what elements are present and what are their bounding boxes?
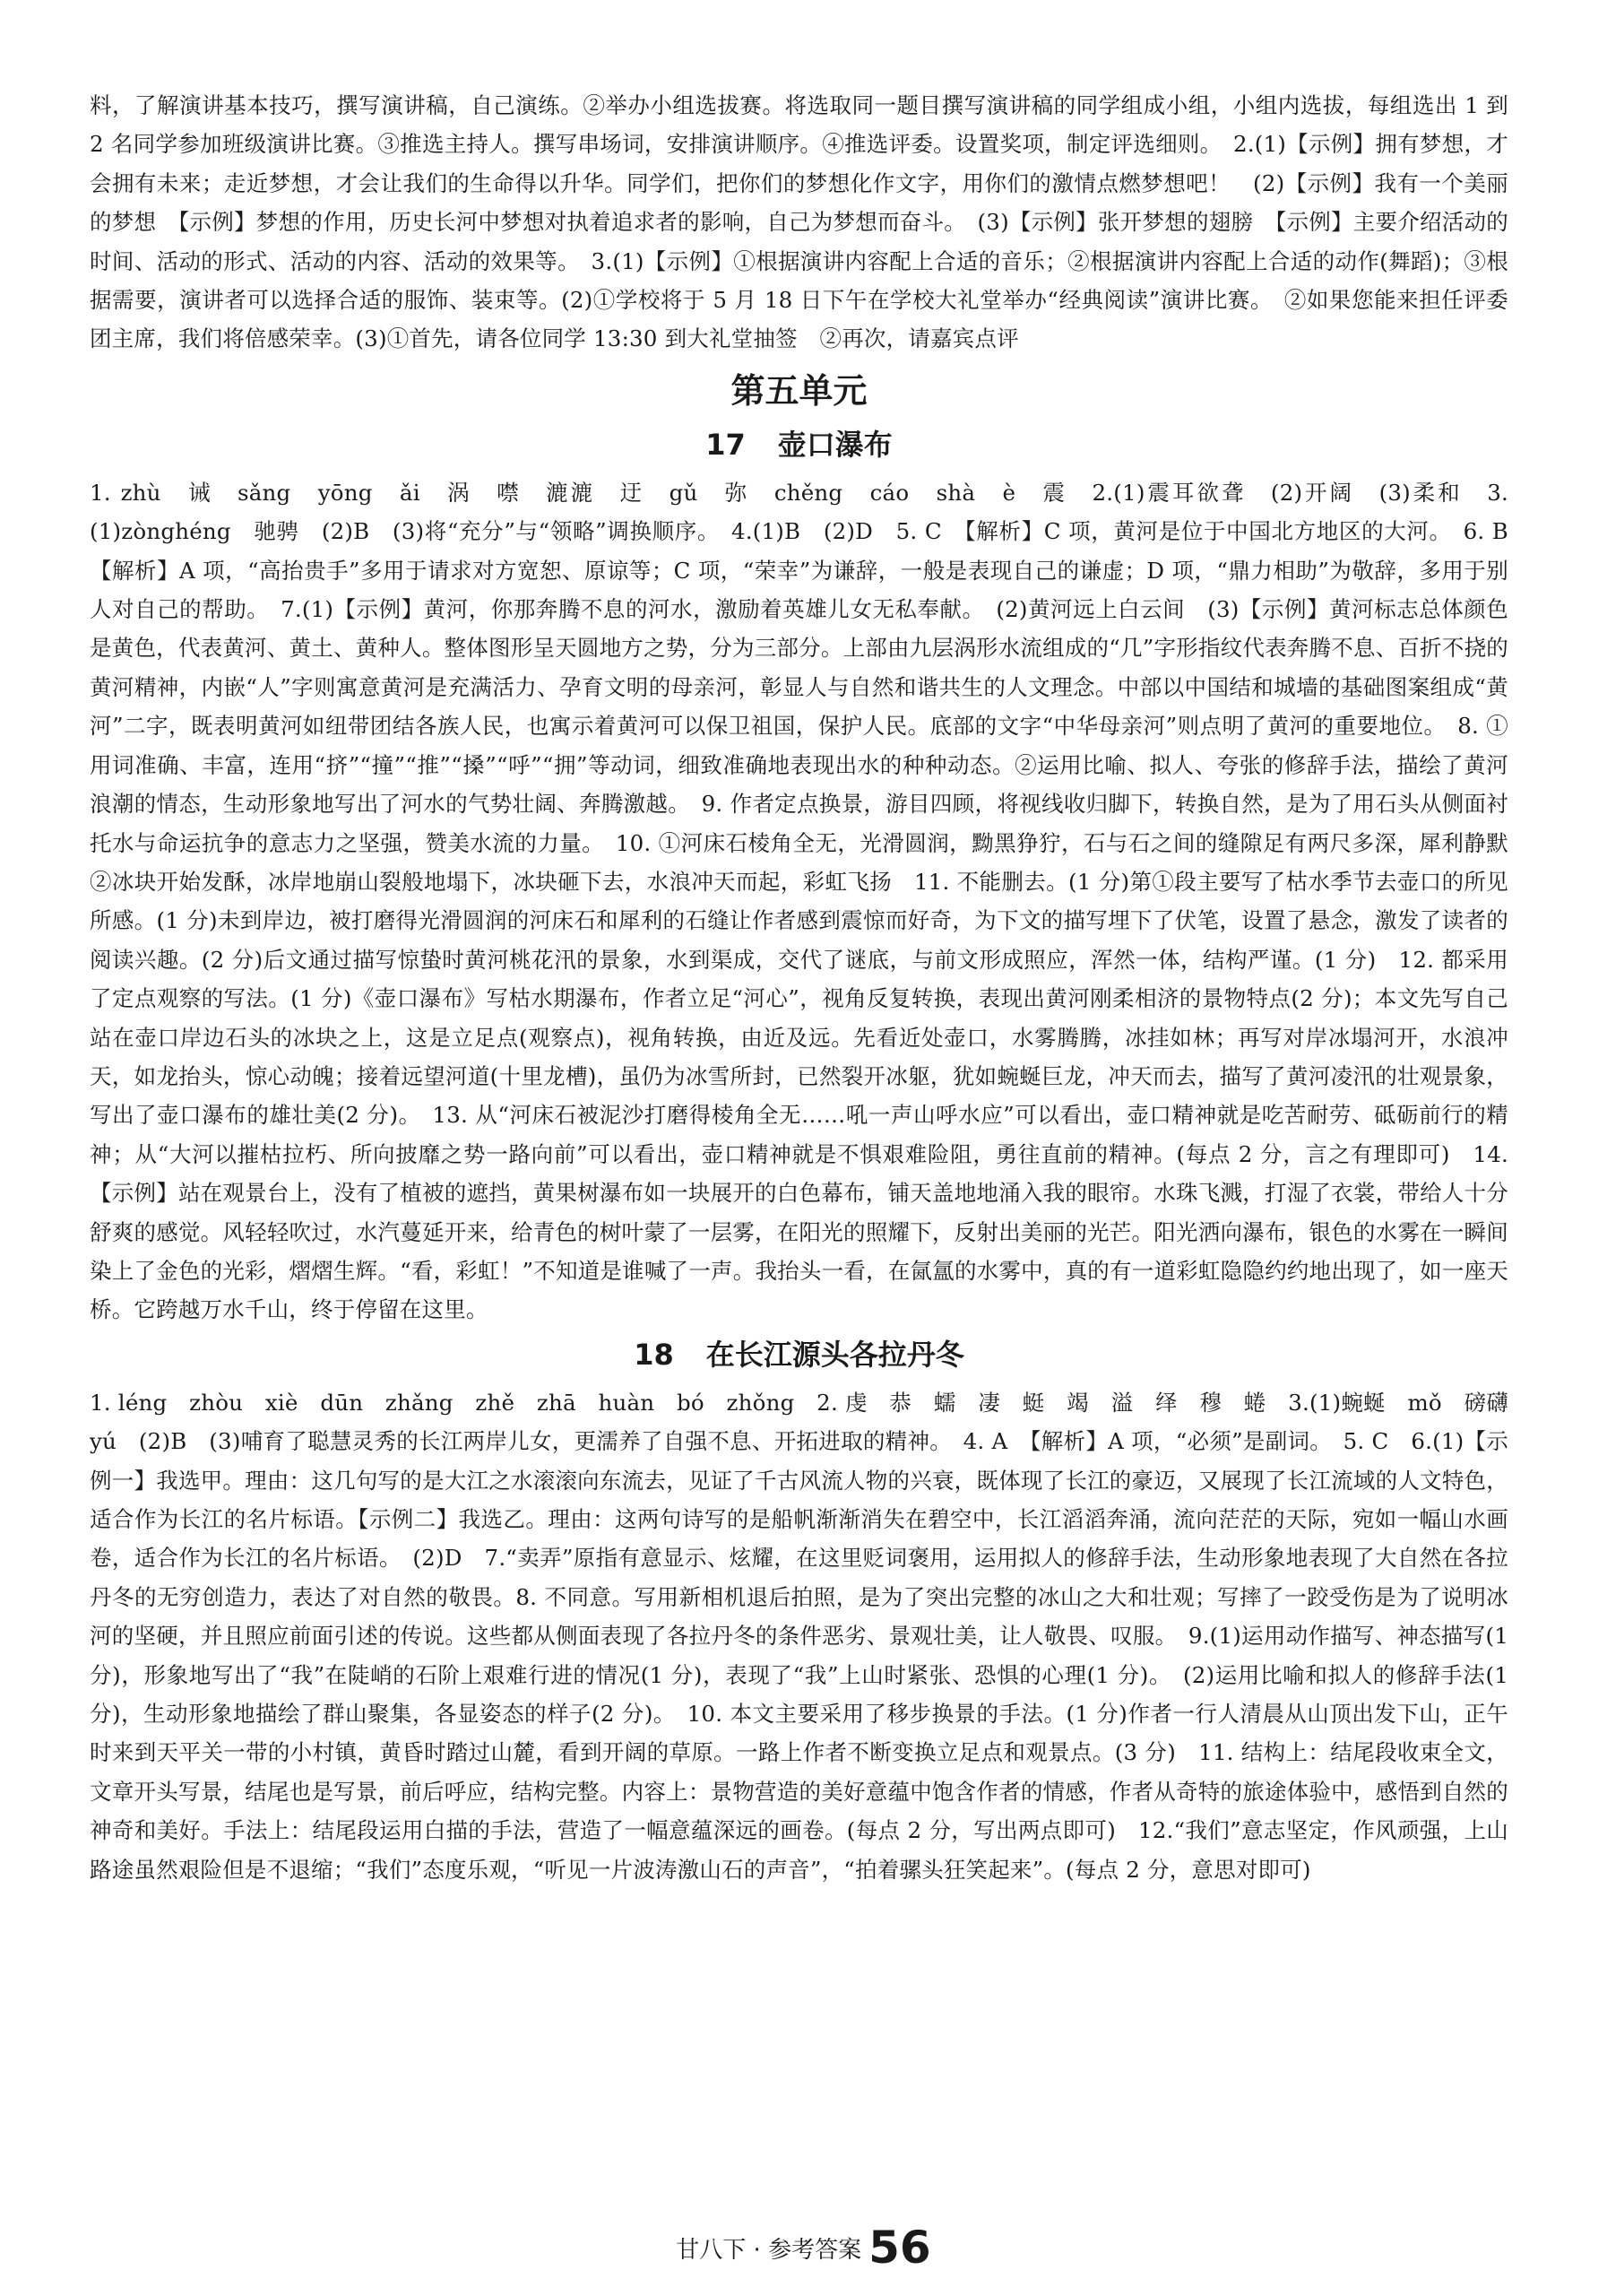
page-number: 56 bbox=[868, 2222, 931, 2274]
lesson-17-title bbox=[90, 420, 1508, 470]
paragraph-lesson-18-answers: 1. léng zhòu xiè dūn zhǎng zhě zhā huàn bó zhǒng 2. 虔 恭 蠕 凄 蜓 竭 溢 绎 穆 蜷 3.(1)蜿蜒 mǒ 磅礴 yú (2)B (3)哺育了聪慧灵秀的长江两岸儿女，更濡养了自强不息、开拓进取的精神。 4. A 【解析】A 项，“必须”是副词。 5. C 6.(1)【示例一】我选甲。理由：这几句写的是大江之水滚滚向东流去，见证了千古风流人物的兴衰，既体现了长江的豪迈，又展现了长江流域的人文特色，适合作为长江的名片标语。【示例二】我选乙。理由：这两句诗写的是船帆渐渐消失在碧空中，长江滔滔奔涌，流向茫茫的天际，宛如一幅山水画卷，适合作为长江的名片标语。 (2)D 7.“卖弄”原指有意显示、炫耀，在这里贬词褒用，运用拟人的修辞手法，生动形象地表现了大自然在各拉丹冬的无穷创造力，表达了对自然的敬畏。8. 不同意。写用新相机退后拍照，是为了突出完整的冰山之大和壮观；写摔了一跤受伤是为了说明冰河的坚硬，并且照应前面引述的传说。这些都从侧面表现了各拉丹冬的条件恶劣、景观壮美，让人敬畏、叹服。 9.(1)运用动作描写、神态描写(1 分)，形象地写出了“我”在陡峭的石阶上艰难行进的情况(1 分)，表现了“我”上山时紧张、恐惧的心理(1 分)。 (2)运用比喻和拟人的修辞手法(1 分)，生动形象地描绘了群山聚集，各显姿态的样子(2 分)。 10. 本文主要采用了移步换景的手法。(1 分)作者一行人清晨从山顶出发下山，正午时来到天平关一带的小村镇，黄昏时踏过山麓，看到开阔的草原。一路上作者不断变换立足点和观景点。(3 分) 11. 结构上：结尾段收束全文，文章开头写景，结尾也是写景，前后呼应，结构完整。内容上：景物营造的美好意蕴中饱含作者的情感，作者从奇特的旅途体验中，感悟到自然的神奇和美好。手法上：结尾段运用白描的手法，营造了一幅意蕴深远的画卷。(每点 2 分，写出两点即可) 12.“我们”意志坚定，作风顽强，上山路途虽然艰险但是不退缩；“我们”态度乐观，“听见一片波涛激山石的声音”，“拍着骡头狂笑起来”。(每点 2 分，意思对即可) bbox=[90, 1389, 1531, 1883]
unit-title: 第五单元 bbox=[730, 370, 868, 411]
page-footer bbox=[0, 2222, 1607, 2274]
lesson-number: 18 bbox=[634, 1337, 674, 1372]
paragraph-continued-activity: 料，了解演讲基本技巧，撰写演讲稿，自己演练。②举办小组选拔赛。将选取同一题目撰写演讲稿的同学组成小组，小组内选拔，每组选出 1 到 2 名同学参加班级演讲比赛。③推选主持人。撰写串场词，安排演讲顺序。④推选评委。设置奖项，制定评选细则。 2.(1)【示例】拥有梦想，才会拥有未来；走近梦想，才会让我们的生命得以升华。同学们，把你们的梦想化作文字，用你们的激情点燃梦想吧！ (2)【示例】我有一个美丽的梦想 【示例】梦想的作用，历史长河中梦想对执着追求者的影响，自己为梦想而奋斗。 (3)【示例】张开梦想的翅膀 【示例】主要介绍活动的时间、活动的形式、活动的内容、活动的效果等。 3.(1)【示例】①根据演讲内容配上合适的音乐；②根据演讲内容配上合适的动作(舞蹈)；③根据需要，演讲者可以选择合适的服饰、装束等。(2)①学校将于 5 月 18 日下午在学校大礼堂举办“经典阅读”演讲比赛。 ②如果您能来担任评委团主席，我们将倍感荣幸。(3)①首先，请各位同学 13:30 到大礼堂抽签 ②再次，请嘉宾点评 bbox=[90, 92, 1508, 352]
lesson-name: 壶口瀑布 bbox=[777, 427, 893, 462]
lesson-number: 17 bbox=[705, 427, 746, 462]
paragraph-lesson-17-answers: 1. zhù 诫 sǎng yōng ǎi 涡 噤 漉漉 迂 gǔ 弥 chěng cáo shà è 震 2.(1)震耳欲聋 (2)开阔 (3)柔和 3.(1)zònghéng 驰骋 (2)B (3)将“充分”与“领略”调换顺序。 4.(1)B (2)D 5. C 【解析】C 项，黄河是位于中国北方地区的大河。 6. B 【解析】A 项，“高抬贵手”多用于请求对方宽恕、原谅等；C 项，“荣幸”为谦辞，一般是表现自己的谦虚；D 项，“鼎力相助”为敬辞，多用于别人对自己的帮助。 7.(1)【示例】黄河，你那奔腾不息的河水，激励着英雄儿女无私奉献。 (2)黄河远上白云间 (3)【示例】黄河标志总体颜色是黄色，代表黄河、黄土、黄种人。整体图形呈天圆地方之势，分为三部分。上部由九层涡形水流组成的“几”字形指纹代表奔腾不息、百折不挠的黄河精神，内嵌“人”字则寓意黄河是充满活力、孕育文明的母亲河，彰显人与自然和谐共生的人文理念。中部以中国结和城墙的基础图案组成“黄河”二字，既表明黄河如纽带团结各族人民，也寓示着黄河可以保卫祖国，保护人民。底部的文字“中华母亲河”则点明了黄河的重要地位。 8. ①用词准确、丰富，连用“挤”“撞”“推”“搡”“呼”“拥”等动词，细致准确地表现出水的种种动态。②运用比喻、拟人、夸张的修辞手法，描绘了黄河浪潮的情态，生动形象地写出了河水的气势壮阔、奔腾激越。 9. 作者定点换景，游目四顾，将视线收归脚下，转换自然，是为了用石头从侧面衬托水与命运抗争的意志力之坚强，赞美水流的力量。 10. ①河床石棱角全无，光滑圆润，黝黑狰狞，石与石之间的缝隙足有两尺多深，犀利静默 ②冰块开始发酥，冰岸地崩山裂般地塌下，冰块砸下去，水浪冲天而起，彩虹飞扬 11. 不能删去。(1 分)第①段主要写了枯水季节去壶口的所见所感。(1 分)未到岸边，被打磨得光滑圆润的河床石和犀利的石缝让作者感到震惊而好奇，为下文的描写埋下了伏笔，设置了悬念，激发了读者的阅读兴趣。(2 分)后文通过描写惊蛰时黄河桃花汛的景象，水到渠成，交代了谜底，与前文形成照应，浑然一体，结构严谨。(1 分) 12. 都采用了定点观察的写法。(1 分)《壶口瀑布》写枯水期瀑布，作者立足“河心”，视角反复转换，表现出黄河刚柔相济的景物特点(2 分)；本文先写自己站在壶口岸边石头的冰块之上，这是立足点(观察点)，视角转换，由近及远。先看近处壶口，水雾腾腾，冰挂如林；再写对岸冰塌河开，水浪冲天，如龙抬头，惊心动魄；接着远望河道(十里龙槽)，虽仍为冰雪所封，已然裂开冰躯，犹如蜿蜒巨龙，冲天而去，描写了黄河凌汛的壮观景象，写出了壶口瀑布的雄壮美(2 分)。 13. 从“河床石被泥沙打磨得棱角全无……吼一声山呼水应”可以看出，壶口精神就是吃苦耐劳、砥砺前行的精神；从“大河以摧枯拉朽、所向披靡之势一路向前”可以看出，壶口精神就是不惧艰难险阻，勇往直前的精神。(每点 2 分，言之有理即可) 14.【示例】站在观景台上，没有了植被的遮挡，黄果树瀑布如一块展开的白色幕布，铺天盖地地涌入我的眼帘。水珠飞溅，打湿了衣裳，带给人十分舒爽的感觉。风轻轻吹过，水汽蔓延开来，给青色的树叶蒙了一层雾，在阳光的照耀下，反射出美丽的光芒。阳光洒向瀑布，银色的水雾在一瞬间染上了金色的光彩，熠熠生辉。“看，彩虹！”不知道是谁喊了一声。我抬头一看，在氤氲的水雾中，真的有一道彩虹隐隐约约地出现了，如一座天桥。它跨越万水千山，终于停留在这里。 bbox=[90, 479, 1531, 1323]
lesson-18-title bbox=[90, 1330, 1508, 1380]
footer-label: 甘八下 · 参考答案 bbox=[676, 2237, 862, 2264]
lesson-name: 在长江源头各拉丹冬 bbox=[705, 1337, 964, 1372]
